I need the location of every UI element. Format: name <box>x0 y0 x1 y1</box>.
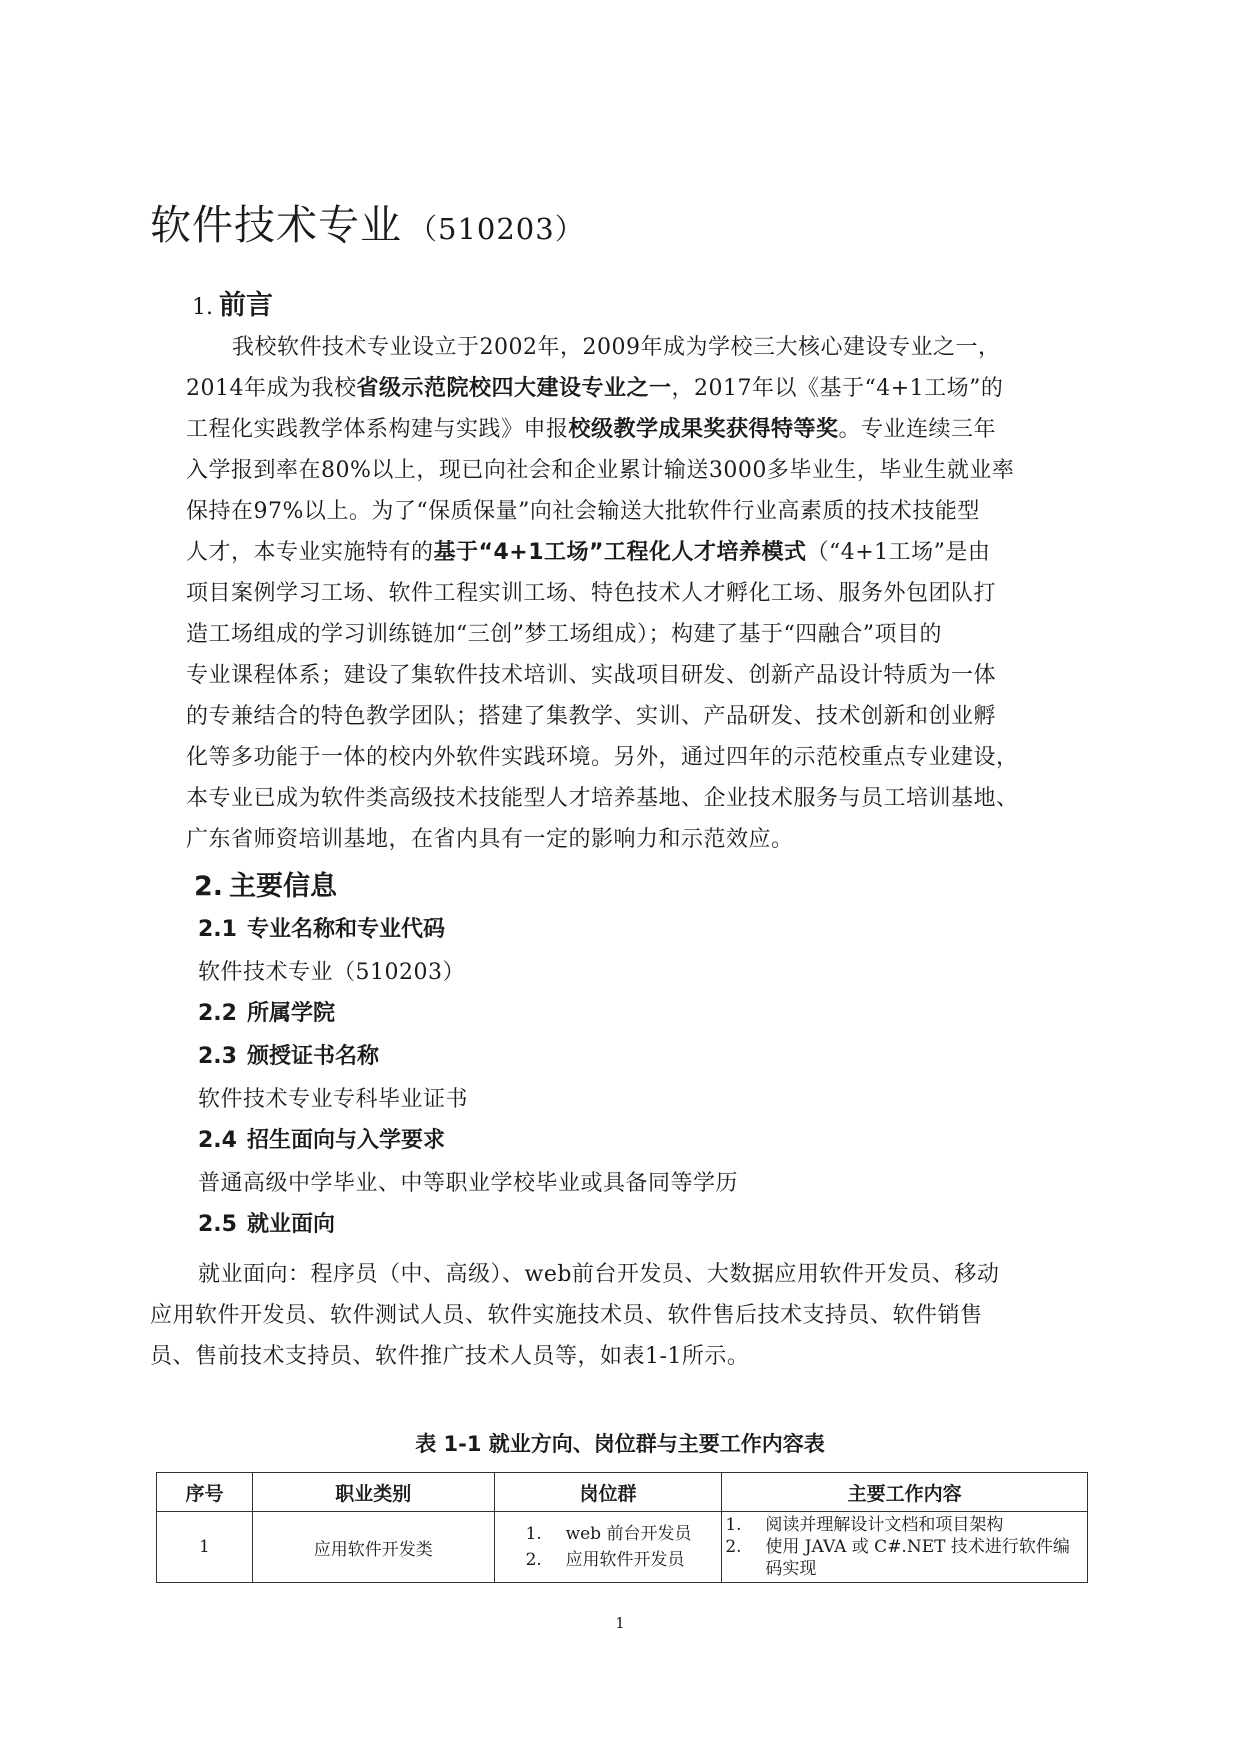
cell-category: 应用软件开发类 <box>252 1512 494 1583</box>
subsection-2-5-heading: 2.5 就业面向 <box>198 1212 335 1237</box>
position-item: 1. web 前台开发员 <box>525 1524 692 1544</box>
subsection-2-2-heading: 2.2 所属学院 <box>198 1001 335 1026</box>
emphasis: 校级教学成果奖获得特等奖 <box>568 417 839 442</box>
paragraph-line: 我校软件技术专业设立于2002年，2009年成为学校三大核心建设专业之一， <box>232 335 1001 360</box>
paragraph-line: 入学报到率在80%以上，现已向社会和企业累计输送3000多毕业生，毕业生就业率 <box>186 458 1015 483</box>
section-2-heading: 2. 主要信息 <box>194 871 338 902</box>
paragraph-line: 广东省师资培训基地，在省内具有一定的影响力和示范效应。 <box>186 827 794 852</box>
table-caption: 表 1-1 就业方向、岗位群与主要工作内容表 <box>415 1432 825 1456</box>
paragraph-line: 专业课程体系；建设了集软件技术培训、实战项目研发、创新产品设计特质为一体 <box>186 663 997 688</box>
header-positions: 岗位群 <box>494 1473 722 1512</box>
paragraph-line: 造工场组成的学习训练链加“三创”梦工场组成）；构建了基于“四融合”项目的 <box>186 622 942 647</box>
paragraph-line: 化等多功能于一体的校内外软件实践环境。另外，通过四年的示范校重点专业建设， <box>186 745 1019 770</box>
table-row <box>157 1512 1088 1583</box>
table-header-row <box>157 1473 1088 1512</box>
emphasis: 基于“4+1工场”工程化人才培养模式 <box>433 540 807 565</box>
title-main: 软件技术专业 <box>150 201 402 249</box>
paragraph-line: 本专业已成为软件类高级技术技能型人才培养基地、企业技术服务与员工培训基地、 <box>186 786 1019 811</box>
paragraph-line: 人才，本专业实施特有的基于“4+1工场”工程化人才培养模式（“4+1工场”是由 <box>186 540 991 565</box>
title-code: （510203） <box>408 212 585 246</box>
jobs-table <box>156 1472 1088 1583</box>
paragraph-line: 2014年成为我校省级示范院校四大建设专业之一，2017年以《基于“4+1工场”的 <box>186 376 1004 401</box>
document-title <box>150 192 585 251</box>
header-no: 序号 <box>157 1473 253 1512</box>
work-item: 1. 阅读并理解设计文档和项目架构 <box>725 1515 1004 1535</box>
page-number: 1 <box>615 1614 625 1632</box>
cell-work <box>722 1512 1088 1583</box>
cell-no: 1 <box>157 1512 253 1583</box>
subsection-2-3-body: 软件技术专业专科毕业证书 <box>198 1087 469 1112</box>
emphasis: 省级示范院校四大建设专业之一 <box>356 376 672 401</box>
header-work: 主要工作内容 <box>722 1473 1088 1512</box>
section-1-heading: 1. 前言 <box>192 290 273 321</box>
paragraph-line: 员、售前技术支持员、软件推广技术人员等，如表1-1所示。 <box>150 1344 750 1369</box>
paragraph-line: 保持在97%以上。为了“保质保量”向社会输送大批软件行业高素质的技术技能型 <box>186 499 980 524</box>
cell-positions <box>494 1512 722 1583</box>
paragraph-line: 项目案例学习工场、软件工程实训工场、特色技术人才孵化工场、服务外包团队打 <box>186 581 997 606</box>
position-item: 2. 应用软件开发员 <box>525 1550 685 1570</box>
paragraph-line: 工程化实践教学体系构建与实践》申报校级教学成果奖获得特等奖。专业连续三年 <box>186 417 997 442</box>
paragraph-line: 的专兼结合的特色教学团队；搭建了集教学、实训、产品研发、技术创新和创业孵 <box>186 704 997 729</box>
subsection-2-3-heading: 2.3 颁授证书名称 <box>198 1044 379 1069</box>
paragraph-line: 就业面向：程序员（中、高级）、web前台开发员、大数据应用软件开发员、移动 <box>198 1262 1000 1287</box>
subsection-2-4-body: 普通高级中学毕业、中等职业学校毕业或具备同等学历 <box>198 1171 739 1196</box>
work-item: 2. 使用 JAVA 或 C#.NET 技术进行软件编码实现 <box>725 1537 1070 1579</box>
paragraph-line: 应用软件开发员、软件测试人员、软件实施技术员、软件售后技术支持员、软件销售 <box>150 1303 983 1328</box>
header-category: 职业类别 <box>252 1473 494 1512</box>
subsection-2-1-heading: 2.1 专业名称和专业代码 <box>198 917 445 942</box>
subsection-2-1-body: 软件技术专业（510203） <box>198 960 465 985</box>
subsection-2-4-heading: 2.4 招生面向与入学要求 <box>198 1128 445 1153</box>
